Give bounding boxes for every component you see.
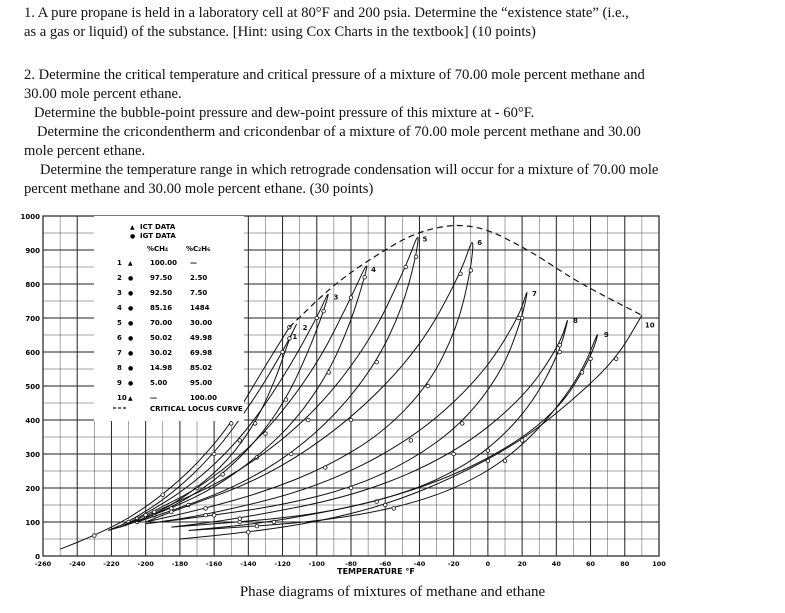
legend-row-c2h6: 100.00 [190,394,218,402]
igt-marker-icon: ● [130,233,136,240]
legend-row-c2h6: 30.00 [190,319,213,327]
legend-row [117,349,212,357]
curve-label: 1 [292,333,298,342]
legend-row-ch4: 70.00 [150,319,173,327]
legend-row-ch4: 50.02 [150,334,173,342]
data-point [558,343,562,347]
y-tick-label: 900 [25,247,40,255]
curve-label: 5 [422,235,428,244]
x-tick-label: 0 [485,560,491,568]
curve-label: 9 [603,330,609,339]
legend-row-ch4: — [150,394,157,402]
data-point [459,272,463,276]
data-point [212,513,216,517]
data-point [349,486,353,490]
phase-curve-10 [180,315,642,539]
legend-row [117,319,212,327]
data-point [229,422,233,426]
data-point [558,350,562,354]
question-2-line-3: Determine the bubble-point pressure and dew-point pressure of this mixture at - 60°F. [34,105,535,121]
y-tick-label: 700 [25,315,40,323]
y-tick-label: 800 [25,281,40,289]
data-point [349,296,353,300]
x-tick-label: -80 [345,560,357,568]
x-tick-label: -100 [308,560,325,568]
x-tick-label: -40 [413,560,426,568]
legend-row-marker-icon: ▲ [128,395,133,402]
data-point [349,418,353,422]
data-point [469,269,473,273]
legend-row-marker-icon: ● [128,335,134,342]
legend-critical-locus: CRITICAL LOCUS CURVE [150,405,243,413]
y-tick-label: 500 [25,383,40,391]
data-point [486,449,490,453]
legend-row-ch4: 5.00 [150,379,168,387]
question-1-line-2: as a gas or liquid) of the substance. [Hint: using Cox Charts in the textbook] (10 points) [24,24,536,40]
curve-labels [292,236,654,342]
legend-row-c2h6: 49.98 [190,334,213,342]
data-point [272,520,276,524]
x-tick-label: -20 [447,560,460,568]
legend-row [117,364,212,372]
data-point [409,439,413,443]
legend-row-marker-icon: ● [128,275,134,282]
x-tick-label: -60 [379,560,392,568]
legend-row-id: 2 [117,274,122,282]
legend-row-marker-icon: ● [128,350,134,357]
data-point [306,418,310,422]
data-point [152,510,156,514]
x-tick-label: -200 [137,560,154,568]
data-point [238,439,242,443]
phase-diagram-chart [0,208,785,584]
data-point [414,255,418,259]
curve-label: 6 [477,239,483,247]
legend-row-c2h6: — [190,259,197,267]
legend-row-ch4: 85.16 [150,304,173,312]
legend-col-ch4: %CH₄ [147,245,169,253]
legend-row-c2h6: 2.50 [190,274,208,282]
data-point [392,507,396,511]
data-point [452,452,456,456]
legend-row-id: 4 [117,304,122,312]
legend-row [117,334,212,342]
question-1 [24,4,764,42]
question-2-line-5: mole percent ethane. [24,143,146,159]
data-point [289,452,293,456]
legend-row-marker-icon: ● [128,305,134,312]
curve-label: 7 [531,290,537,298]
data-point [503,459,507,463]
legend-row-marker-icon: ● [128,290,134,297]
data-point [327,371,331,375]
question-2-line-2: 30.00 mole percent ethane. [24,86,182,102]
data-point [517,316,521,320]
data-point [284,398,288,402]
x-tick-label: -260 [34,560,52,568]
legend-row [117,274,207,282]
x-tick-label: -220 [103,560,120,568]
legend-row-marker-icon: ▲ [128,260,133,267]
legend-igt-label: IGT DATA [140,232,176,240]
question-2-line-4: Determine the cricondentherm and cricondenbar of a mixture of 70.00 mole percent methane and 30.00 [37,124,641,140]
legend-row-id: 3 [117,289,122,297]
data-point [375,360,379,364]
data-point [247,530,251,534]
data-point [322,309,326,313]
curve-label: 10 [644,321,655,330]
y-tick-label: 0 [35,553,40,561]
y-tick-label: 400 [25,417,40,425]
data-point [253,422,257,426]
x-axis-label: TEMPERATURE °F [337,567,415,576]
curve-label: 3 [333,293,339,302]
data-point [264,432,268,436]
legend-row-c2h6: 1484 [190,304,210,312]
question-2 [24,66,764,199]
x-tick-label: 80 [620,560,630,568]
y-tick-label: 100 [25,519,40,527]
legend-row-ch4: 14.98 [150,364,173,372]
curve-label: 8 [573,317,578,326]
data-point [580,371,584,375]
curve-label: 2 [302,324,308,332]
data-point [238,517,242,521]
data-point [315,316,319,320]
x-tick-label: 20 [517,560,527,568]
legend-row-id: 10 [117,394,127,402]
question-2-line-7: percent methane and 30.00 mole percent ethane. (30 points) [24,181,374,197]
data-point [589,357,593,361]
x-tick-label: -240 [69,560,86,568]
y-tick-label: 600 [25,349,40,357]
x-tick-label: -160 [205,560,223,568]
legend-row [117,304,210,312]
question-1-line-1: 1. A pure propane is held in a laboratory cell at 80°F and 200 psia. Determine the “existence state” (i.e., [24,5,629,21]
data-point [460,422,464,426]
data-point [281,350,285,354]
question-2-line-6: Determine the temperature range in which retrograde condensation will occur for a mixture of 70.00 mole [40,162,659,178]
legend-row-c2h6: 85.02 [190,364,213,372]
legend-row-id: 8 [117,364,122,372]
legend-row-id: 7 [117,349,122,357]
data-point [204,507,208,511]
x-tick-label: -140 [240,560,257,568]
legend-row-id: 6 [117,334,122,342]
x-tick-label: 100 [652,560,666,568]
chart-legend [94,216,244,421]
curve-label: 4 [371,266,376,275]
data-point [383,503,387,507]
legend-row-c2h6: 95.00 [190,379,213,387]
data-point [614,357,618,361]
y-tick-label: 200 [25,485,40,493]
data-point [404,265,408,269]
data-point [204,513,208,517]
legend-row-c2h6: 69.98 [190,349,213,357]
legend-row-ch4: 30.02 [150,349,173,357]
legend-col-c2h6: %C₂H₆ [186,245,211,253]
data-point [93,534,97,538]
legend-row-id: 9 [117,379,122,387]
legend-row-marker-icon: ● [128,365,134,372]
legend-row-id: 5 [117,319,122,327]
data-point [161,493,165,497]
legend-row-c2h6: 7.50 [190,289,208,297]
data-point [520,439,524,443]
data-point [255,524,259,528]
legend-row-marker-icon: ● [128,320,134,327]
legend-row-ch4: 97.50 [150,274,173,282]
x-tick-label: 40 [551,560,561,568]
x-tick-label: 60 [586,560,596,568]
ict-marker-icon: ▲ [130,224,135,231]
y-tick-label: 300 [25,451,40,459]
y-tick-label: 1000 [20,213,40,221]
legend-row-ch4: 92.50 [150,289,173,297]
legend-row-ch4: 100.00 [150,259,178,267]
legend-row-id: 1 [117,259,122,267]
x-tick-label: -120 [274,560,291,568]
legend-ict-label: ICT DATA [140,223,176,231]
data-point [212,452,216,456]
legend-row [117,379,212,387]
x-tick-label: -180 [171,560,189,568]
data-point [170,510,174,514]
question-2-line-1: 2. Determine the critical temperature and critical pressure of a mixture of 70.00 mole percent methane and [24,67,645,83]
figure-caption: Phase diagrams of mixtures of methane and ethane [239,584,546,600]
data-point [363,275,367,279]
data-point [221,473,225,477]
legend-row [117,289,207,297]
y-tick-labels [21,213,41,561]
phase-curve-11 [289,226,641,328]
data-point [426,384,430,388]
legend-row-marker-icon: ● [128,380,134,387]
data-point [288,337,292,341]
data-point [324,466,328,470]
